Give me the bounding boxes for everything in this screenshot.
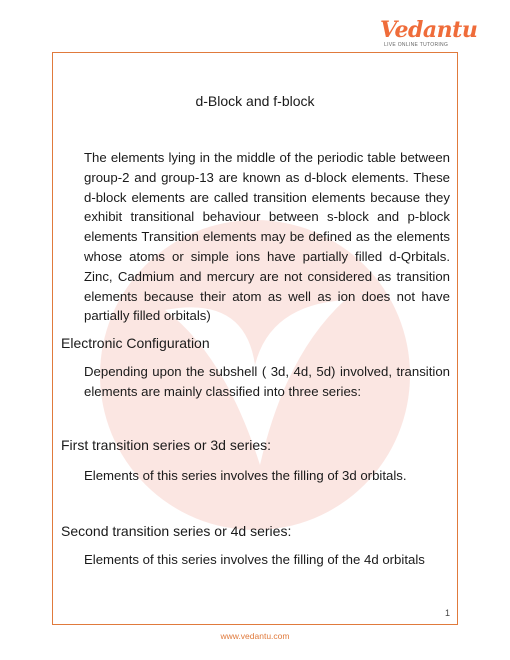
logo-tagline: LIVE ONLINE TUTORING [384, 42, 449, 48]
intro-paragraph: The elements lying in the middle of the periodic table between group-2 and group-13 are known as d-block elements. These d-block elements are called transition elements because they exhibit transitional behaviour between s-block and p-block elements Transition elements may be defined as the elements whose atoms or simple ions have partially filled d-Qrbitals. Zinc, Cadmium and mercury are not considered as transition elements because their atom as well as ion does not have partially filled orbitals) [84, 150, 450, 324]
section-heading-first-series: First transition series or 3d series: [61, 437, 272, 453]
document-title: d-Block and f-block [195, 93, 315, 109]
footer-website-link[interactable]: www.vedantu.com [220, 631, 290, 641]
section-text-second-series: Elements of this series involves the filling of the 4d orbitals [84, 552, 425, 567]
vedantu-logo [380, 17, 478, 49]
page-number: 1 [445, 608, 451, 618]
section-heading-second-series: Second transition series or 4d series: [61, 523, 292, 539]
section-text-electronic-configuration: Depending upon the subshell ( 3d, 4d, 5d) involved, transition elements are mainly classified into three series: [84, 364, 450, 399]
logo-wordmark: Vedantu [380, 17, 478, 43]
section-heading-electronic-configuration: Electronic Configuration [61, 335, 210, 351]
section-text-first-series: Elements of this series involves the filling of 3d orbitals. [84, 468, 407, 483]
